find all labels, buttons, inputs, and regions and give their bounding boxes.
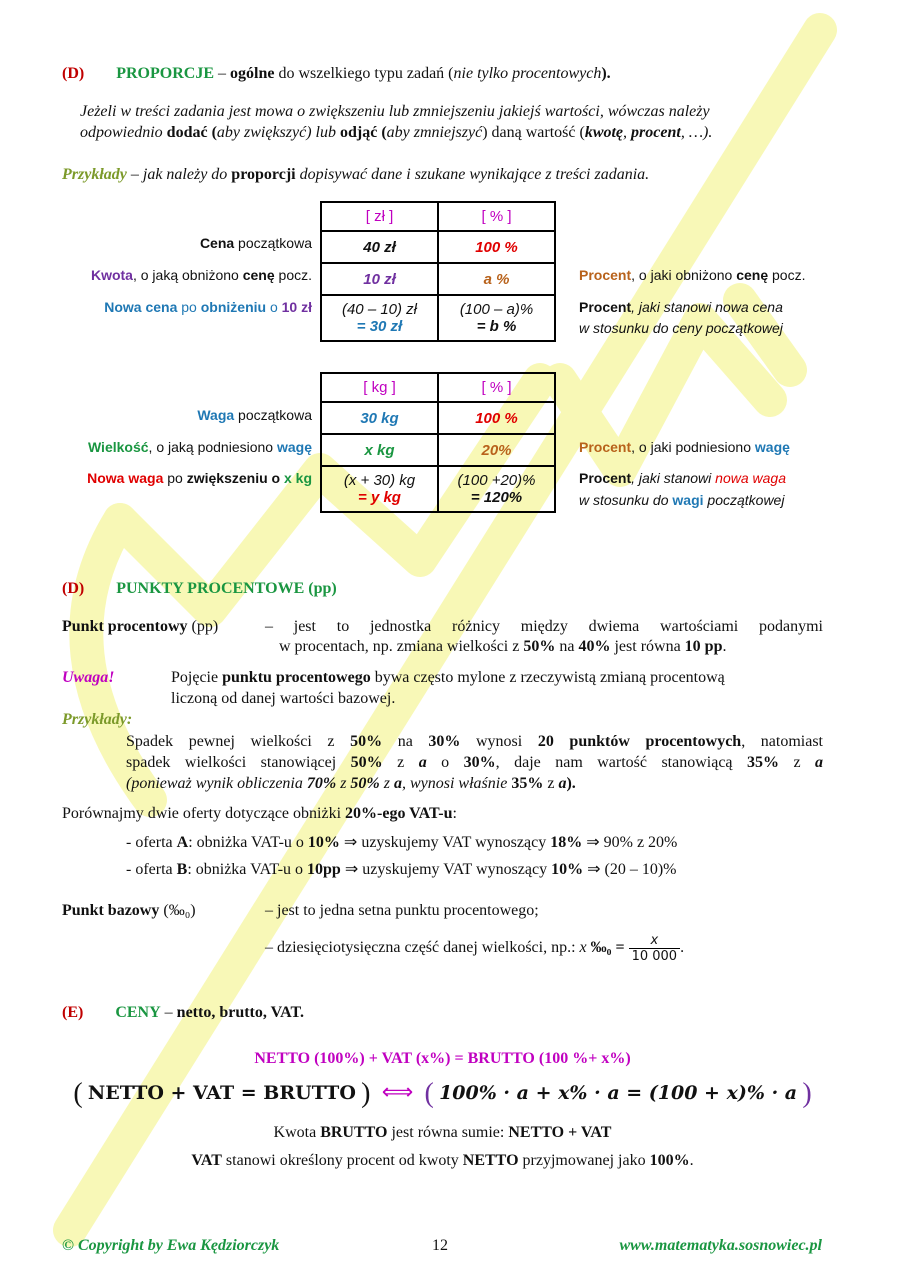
text: . — [722, 638, 727, 655]
bazowy-def-1: – jest to jedna setna punktu procentowego; — [265, 902, 539, 919]
value: 30% — [463, 754, 496, 771]
new-weight-calc: (x + 30) kg — [343, 472, 416, 489]
text: netto, brutto, VAT. — [176, 1004, 304, 1021]
text: spadek wielkości stanowiącej — [126, 754, 351, 771]
text: : — [452, 805, 457, 822]
bold-word: kwotę — [584, 124, 624, 141]
text: z — [382, 754, 419, 771]
value: 35% — [511, 775, 544, 792]
text: z — [543, 775, 559, 792]
new-weight-result: = y kg — [358, 489, 401, 506]
examples2-line-1 — [126, 733, 823, 751]
text: cenę — [242, 267, 275, 283]
text: - oferta — [126, 834, 177, 851]
value: a — [418, 754, 427, 771]
text: . — [689, 1152, 694, 1169]
text: Procent — [579, 439, 632, 455]
fraction-numerator: x — [629, 933, 681, 949]
iff-symbol: ⟺ — [381, 1079, 414, 1104]
value: a — [558, 775, 567, 792]
text: ) lub — [306, 124, 340, 141]
new-weight-pct-calc: (100 +20)% — [457, 472, 536, 489]
text-end: ). — [601, 65, 611, 82]
text: , o jaką obniżono — [132, 267, 243, 283]
offer-letter: A — [176, 834, 189, 851]
text: – jak należy do — [126, 166, 232, 183]
pp-term — [62, 618, 218, 636]
text: Procent — [579, 470, 632, 486]
compare-intro — [62, 805, 457, 823]
label-kwota — [91, 267, 312, 283]
text: nowa waga — [715, 470, 786, 486]
new-pct-calc: (100 – a)% — [459, 301, 534, 318]
cell-new-weight — [321, 466, 438, 512]
value: a — [393, 775, 402, 792]
cell-40zl: 40 zł — [321, 231, 438, 263]
text: , jaki stanowi — [631, 470, 716, 486]
label-w-stosunku-ceny: w stosunku do ceny początkowej — [579, 320, 783, 336]
cell-100pct: 100 % — [438, 402, 555, 434]
examples2-title: Przykłady: — [62, 711, 133, 728]
text: aby zwiększyć — [216, 124, 307, 141]
text: początkowa — [234, 235, 312, 251]
bold-word: ogólne — [230, 65, 275, 82]
label-nowa-cena — [104, 299, 312, 315]
uwaga-line-2: liczoną od danej wartości bazowej. — [171, 690, 396, 707]
text: (ponieważ wynik obliczenia — [126, 775, 307, 792]
formula-right: 100% · a + x% · a = (100 + x)% · a — [439, 1082, 798, 1104]
intro-line-1: Jeżeli w treści zadania jest mowa o zwiększeniu lub zmniejszeniu jakiejś wartości, wówczas należy — [80, 103, 710, 120]
italic-text: nie tylko procentowych — [453, 65, 602, 82]
header-kg: [ kg ] — [321, 373, 438, 402]
formula-main — [0, 1078, 885, 1110]
bold-word: dodać — [166, 124, 208, 141]
value: 40% — [578, 638, 611, 655]
section-title: CENY — [115, 1004, 161, 1021]
cell-new-weight-pct — [438, 466, 555, 512]
formula-left: NETTO + VAT = BRUTTO — [87, 1082, 356, 1104]
value: 10% — [307, 834, 340, 851]
cell-10zl: 10 zł — [321, 263, 438, 295]
section-d-proporcje-heading — [62, 65, 611, 83]
text: cenę — [736, 267, 769, 283]
text: , …). — [680, 124, 713, 141]
dash: – — [160, 1004, 177, 1021]
paren-open: ( — [73, 1078, 83, 1109]
section-letter: (E) — [62, 1004, 84, 1021]
label-w-stosunku-wagi — [579, 492, 784, 508]
text: Nowa cena — [104, 299, 178, 315]
text: , — [623, 124, 632, 141]
text: Kwota — [273, 1124, 321, 1141]
value: 50% — [350, 754, 383, 771]
cell-new-price — [321, 295, 438, 341]
text: zwiększeniu o — [186, 470, 284, 486]
term: Punkt procentowy — [62, 618, 188, 635]
offer-a — [126, 832, 677, 852]
bold-text: punktu procentowego — [222, 669, 371, 686]
value: 35% — [746, 754, 779, 771]
text: stanowi określony procent od kwoty — [221, 1152, 463, 1169]
text: Waga — [197, 407, 235, 423]
bold-text: NETTO — [462, 1152, 519, 1169]
section-title: PROPORCJE — [116, 65, 214, 82]
text: do wszelkiego typu zadań ( — [274, 65, 454, 82]
examples-title: Przykłady — [62, 166, 127, 183]
text: Nowa waga — [87, 470, 164, 486]
value: 10% — [551, 861, 584, 878]
value: 10pp — [307, 861, 341, 878]
text: w stosunku do — [579, 492, 673, 508]
bold-word: odjąć — [340, 124, 378, 141]
bold-word: procent — [631, 124, 681, 141]
bold-text: BRUTTO — [320, 1124, 388, 1141]
text: na — [555, 638, 579, 655]
value: 18% — [550, 834, 583, 851]
examples-heading — [62, 166, 649, 184]
text: , o jaki obniżono — [631, 267, 737, 283]
cell-100pct: 100 % — [438, 231, 555, 263]
text: wagę — [754, 439, 790, 455]
text: x kg — [283, 470, 312, 486]
bold-text: 100% — [649, 1152, 690, 1169]
label-waga-poczatkowa — [197, 407, 312, 423]
text: , jaki stanowi nowa cena — [631, 299, 783, 315]
section-letter: (D) — [62, 65, 85, 82]
new-price-calc: (40 – 10) zł — [341, 301, 418, 318]
text: z — [778, 754, 816, 771]
text: ) daną wartość ( — [482, 124, 585, 141]
new-pct-result: = b % — [476, 318, 517, 335]
cell-20pct: 20% — [438, 434, 555, 466]
bold-text: 20 punktów procentowych — [537, 733, 742, 750]
text: przyjmowanej jako — [518, 1152, 650, 1169]
value: 70% — [306, 775, 337, 792]
text: (‰₀) — [159, 902, 196, 919]
text: Kwota — [90, 267, 133, 283]
offer-letter: B — [176, 861, 188, 878]
text: pocz. — [768, 267, 806, 283]
text: na — [382, 733, 429, 750]
text: wagę — [276, 439, 312, 455]
text: po — [163, 470, 187, 486]
section-e-heading — [62, 1004, 304, 1022]
text: ‰₀ = — [586, 939, 629, 957]
section-d-pp-heading — [62, 580, 337, 598]
header-zl: [ zł ] — [321, 202, 438, 231]
text: odpowiednio — [80, 124, 167, 141]
label-nowa-waga — [87, 470, 312, 486]
new-weight-pct-result: = 120% — [470, 489, 523, 506]
dash: – — [214, 65, 230, 82]
footer-website: www.matematyka.sosnowiec.pl — [619, 1237, 822, 1254]
section-title: PUNKTY PROCENTOWE (pp) — [116, 580, 337, 597]
label-procent-obnizono — [579, 267, 805, 283]
term: Punkt bazowy — [62, 902, 160, 919]
cell-a-pct: a % — [438, 263, 555, 295]
text: , natomiast — [741, 733, 823, 750]
text: ⇒ (20 – 10)% — [583, 861, 677, 878]
text: 10 zł — [281, 299, 312, 315]
text: jest równa — [610, 638, 685, 655]
text: jest równa sumie: — [387, 1124, 509, 1141]
text: Wielkość — [87, 439, 149, 455]
paren-close: ) — [361, 1078, 371, 1109]
paren-open: ( — [424, 1078, 434, 1109]
text: z — [336, 775, 351, 792]
value: a — [815, 754, 824, 771]
value: 50% — [350, 733, 383, 750]
text: (pp) — [187, 618, 219, 635]
pp-def-1: – jest to jednostka różnicy między dwiema wartościami podanymi — [265, 618, 823, 635]
text: Porównajmy dwie oferty dotyczące obniżki — [62, 805, 346, 822]
proportion-table-weight — [320, 372, 556, 513]
value: 30% — [428, 733, 461, 750]
text: Procent — [579, 267, 632, 283]
text: początkowej — [703, 492, 785, 508]
text: po — [177, 299, 201, 315]
section-letter: (D) — [62, 580, 85, 597]
text: . — [680, 939, 685, 957]
examples2-line-2 — [126, 754, 823, 772]
uwaga-line-1 — [171, 669, 725, 687]
value: 50% — [523, 638, 556, 655]
value: 10 pp — [684, 638, 723, 655]
bold-word: proporcji — [231, 166, 296, 183]
text: o — [426, 754, 464, 771]
text: dopisywać dane i szukane wynikające z treści zadania. — [295, 166, 650, 183]
fraction — [629, 933, 681, 964]
text: Spadek pewnej wielkości z — [126, 733, 351, 750]
text: , daje nam wartość stanowiącą — [495, 754, 747, 771]
new-price-result: = 30 zł — [356, 318, 403, 335]
offer-b — [126, 859, 677, 879]
formula-line-1: NETTO (100%) + VAT (x%) = BRUTTO (100 %+ x%) — [254, 1050, 631, 1067]
text: Pojęcie — [171, 669, 223, 686]
header-percent: [ % ] — [438, 202, 555, 231]
bazowy-term — [62, 902, 196, 920]
text: wagi — [672, 492, 704, 508]
proportion-table-price — [320, 201, 556, 342]
text: – dziesięciotysięczna część danej wielkości, np.: — [265, 939, 580, 957]
text: początkowa — [234, 407, 312, 423]
label-procent-nowa-waga — [579, 470, 786, 486]
fraction-denominator: 10 000 — [631, 949, 678, 964]
text: pocz. — [274, 267, 312, 283]
pp-def-2 — [279, 638, 726, 656]
text: ⇒ uzyskujemy VAT wynoszący — [339, 834, 551, 851]
cell-30kg: 30 kg — [321, 402, 438, 434]
text: aby zmniejszyć — [386, 124, 483, 141]
label-procent-podniesiono — [579, 439, 790, 455]
text: , o jaką podniesiono — [148, 439, 277, 455]
value: 50% — [350, 775, 380, 792]
paren-close: ) — [802, 1078, 812, 1109]
bold-text: NETTO + VAT — [508, 1124, 612, 1141]
text: obniżeniu — [200, 299, 267, 315]
text: z — [379, 775, 394, 792]
footer-copyright: © Copyright by Ewa Kędziorczyk — [62, 1237, 280, 1254]
label-wielkosc — [88, 439, 312, 455]
text: wynosi — [460, 733, 538, 750]
text: ). — [566, 775, 576, 792]
text: bywa często mylone z rzeczywistą zmianą procentową — [370, 669, 725, 686]
text: Procent — [579, 299, 632, 315]
bold-text: VAT — [191, 1152, 222, 1169]
text: o — [266, 299, 282, 315]
footer-page-number: 12 — [432, 1237, 448, 1254]
formula-sentence-2 — [0, 1152, 885, 1170]
text: : obniżka VAT-u o — [187, 861, 308, 878]
header-percent: [ % ] — [438, 373, 555, 402]
text: ⇒ 90% z 20% — [582, 834, 678, 851]
var: x — [579, 939, 587, 957]
label-procent-nowa-cena — [579, 299, 783, 315]
text: : obniżka VAT-u o — [188, 834, 308, 851]
text: - oferta — [126, 861, 177, 878]
cell-new-pct — [438, 295, 555, 341]
formula-sentence-1 — [0, 1124, 885, 1142]
label-cena-poczatkowa — [200, 235, 312, 251]
bazowy-def-2 — [265, 933, 684, 964]
examples2-line-3 — [126, 775, 576, 793]
text: , wynosi właśnie — [401, 775, 512, 792]
text: w procentach, np. zmiana wielkości z — [279, 638, 524, 655]
bold-text: 20%-ego VAT-u — [345, 805, 453, 822]
uwaga-label: Uwaga! — [62, 669, 115, 686]
text: ( — [377, 124, 387, 141]
text: , o jaki podniesiono — [631, 439, 755, 455]
intro-line-2 — [80, 124, 712, 142]
text: ⇒ uzyskujemy VAT wynoszący — [340, 861, 552, 878]
cell-x-kg: x kg — [321, 434, 438, 466]
text: ( — [207, 124, 217, 141]
text: Cena — [199, 235, 235, 251]
